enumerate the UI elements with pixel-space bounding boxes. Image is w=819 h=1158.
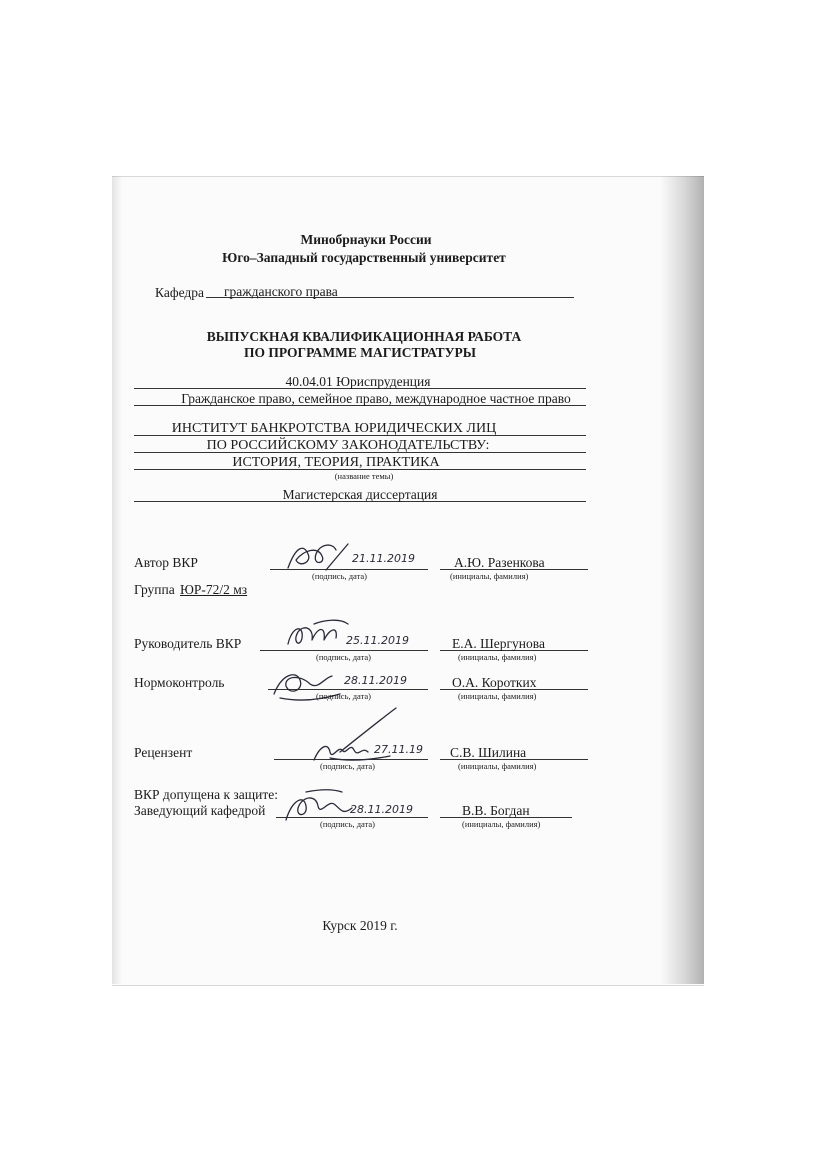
normcontrol-label: Нормоконтроль bbox=[134, 675, 225, 690]
head-name-caption: (инициалы, фамилия) bbox=[462, 819, 541, 829]
topic-line3: ИСТОРИЯ, ТЕОРИЯ, ПРАКТИКА bbox=[232, 455, 440, 470]
topic-line2: ПО РОССИЙСКОМУ ЗАКОНОДАТЕЛЬСТВУ: bbox=[206, 438, 490, 453]
city-year: Курск 2019 г. bbox=[322, 918, 398, 933]
university-title: Юго–Западный государственный университет bbox=[222, 250, 506, 265]
supervisor-name-caption: (инициалы, фамилия) bbox=[458, 652, 537, 662]
head-date: 28.11.2019 bbox=[350, 803, 413, 816]
author-date: 21.11.2019 bbox=[352, 552, 415, 565]
normcontrol-sign-caption: (подпись, дата) bbox=[316, 691, 372, 701]
reviewer-name-caption: (инициалы, фамилия) bbox=[458, 761, 537, 771]
normcontrol-name: О.А. Коротких bbox=[452, 675, 537, 690]
author-label: Автор ВКР bbox=[134, 555, 198, 570]
reviewer-label: Рецензент bbox=[134, 745, 193, 760]
admission-label: ВКР допущена к защите: bbox=[134, 787, 278, 802]
scan-shadow-right bbox=[660, 176, 704, 984]
normcontrol-name-caption: (инициалы, фамилия) bbox=[458, 691, 537, 701]
group-label: Группа bbox=[134, 582, 175, 597]
department-name: гражданского права bbox=[224, 284, 338, 299]
specialty-profile: Гражданское право, семейное право, международное частное право bbox=[181, 391, 571, 406]
reviewer-signature bbox=[310, 706, 400, 766]
author-sign-caption: (подпись, дата) bbox=[312, 571, 368, 581]
supervisor-sign-caption: (подпись, дата) bbox=[316, 652, 372, 662]
specialty-code: 40.04.01 Юриспруденция bbox=[285, 374, 431, 389]
topic-caption: (название темы) bbox=[334, 471, 394, 481]
supervisor-name: Е.А. Шергунова bbox=[452, 636, 545, 651]
head-name: В.В. Богдан bbox=[462, 803, 530, 818]
group-value: ЮР-72/2 мз bbox=[180, 582, 248, 597]
head-of-department-label: Заведующий кафедрой bbox=[134, 803, 266, 818]
ministry-title: Минобрнауки России bbox=[300, 232, 432, 247]
reviewer-date: 27.11.19 bbox=[374, 743, 423, 756]
department-label: Кафедра bbox=[155, 285, 204, 300]
topic-line1: ИНСТИТУТ БАНКРОТСТВА ЮРИДИЧЕСКИХ ЛИЦ bbox=[171, 421, 497, 436]
dissertation-type: Магистерская диссертация bbox=[282, 487, 438, 502]
supervisor-date: 25.11.2019 bbox=[346, 634, 409, 647]
supervisor-signature bbox=[284, 618, 354, 654]
work-type-line1: ВЫПУСКНАЯ КВАЛИФИКАЦИОННАЯ РАБОТА bbox=[206, 329, 522, 344]
supervisor-label: Руководитель ВКР bbox=[134, 636, 242, 651]
head-sign-caption: (подпись, дата) bbox=[320, 819, 376, 829]
work-type-line2: ПО ПРОГРАММЕ МАГИСТРАТУРЫ bbox=[243, 345, 477, 360]
author-name: А.Ю. Разенкова bbox=[454, 555, 545, 570]
author-name-caption: (инициалы, фамилия) bbox=[450, 571, 529, 581]
scan-shadow-left bbox=[112, 176, 122, 984]
reviewer-name: С.В. Шилина bbox=[450, 745, 527, 760]
reviewer-sign-caption: (подпись, дата) bbox=[320, 761, 376, 771]
normcontrol-date: 28.11.2019 bbox=[344, 674, 407, 687]
